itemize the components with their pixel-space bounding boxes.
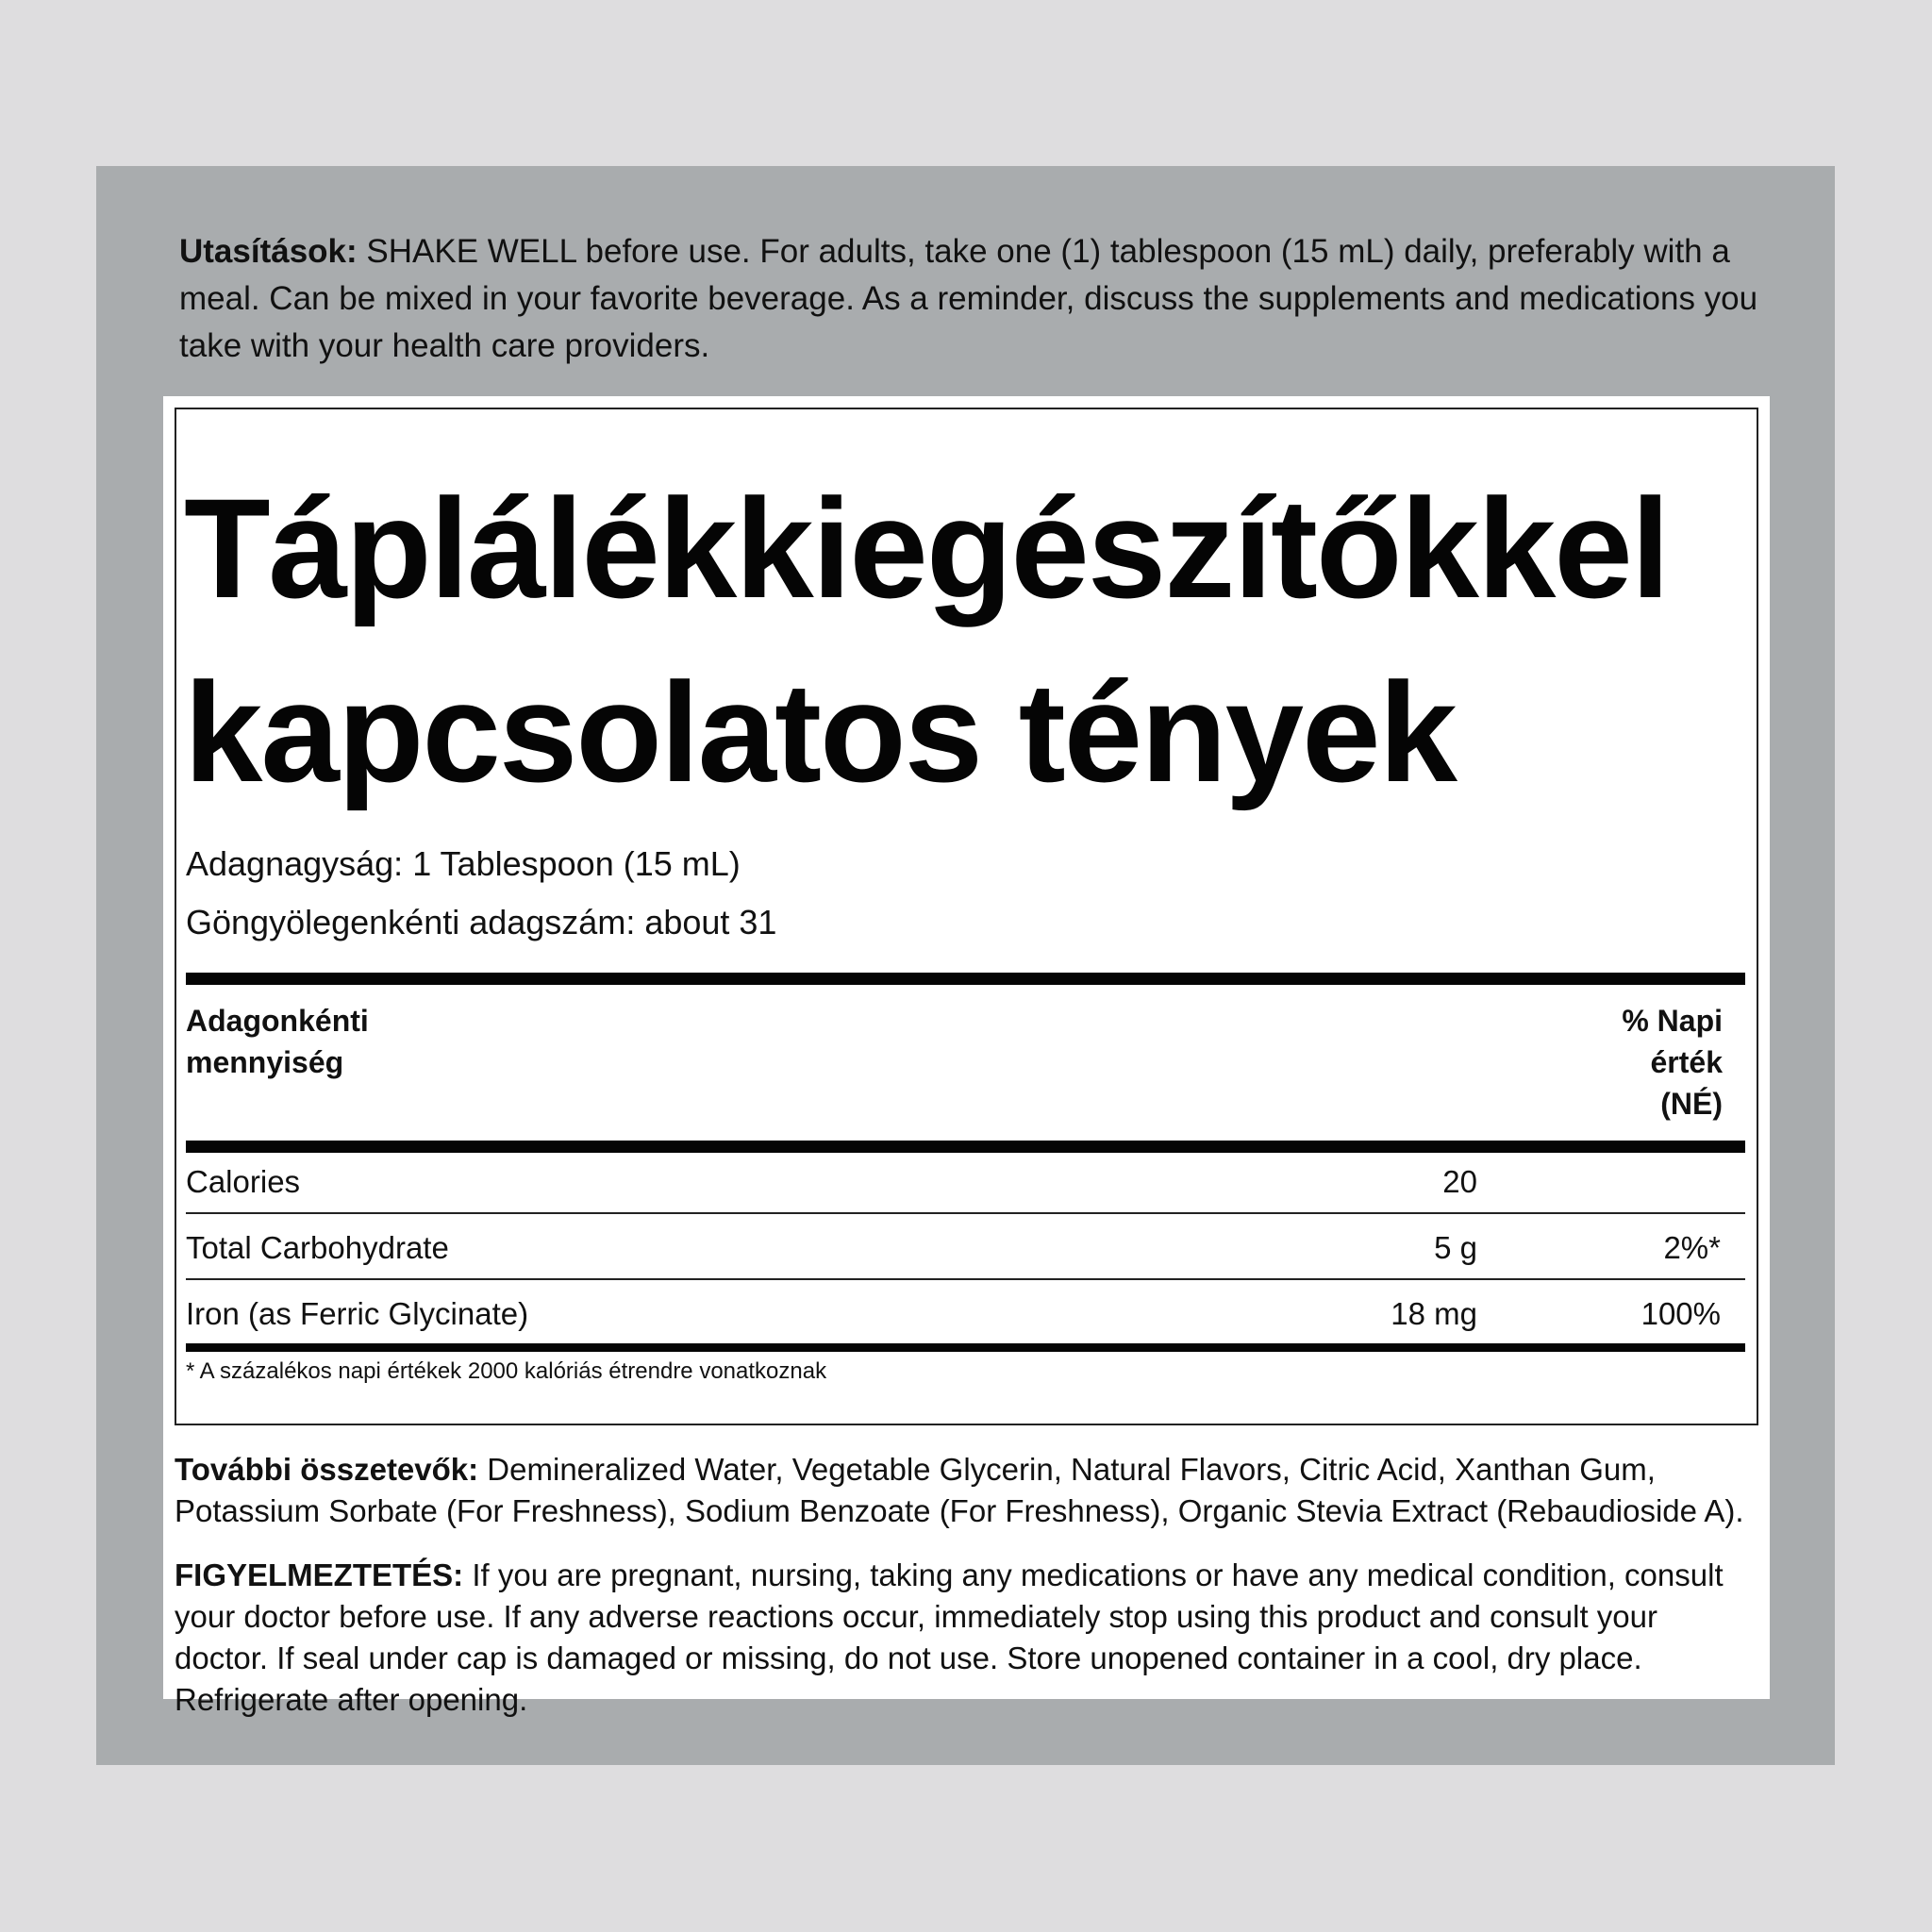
nutrient-amount: 5 g [1434, 1230, 1477, 1265]
other-ingredients [175, 1449, 1759, 1532]
amount-per-serving-header [186, 1000, 563, 1083]
nutrient-row [186, 1291, 1736, 1338]
dv-header-line2: érték [1650, 1045, 1723, 1079]
thick-divider [186, 973, 1745, 985]
directions-text [179, 228, 1764, 370]
nutrient-daily-value: 100% [1641, 1296, 1721, 1331]
dv-header-line3: (NÉ) [1660, 1087, 1723, 1121]
dv-header-line1: % Napi [1622, 1004, 1723, 1038]
warning-label: FIGYELMEZTETÉS: [175, 1557, 464, 1592]
other-ingredients-body: Demineralized Water, Vegetable Glycerin, Natural Flavors, Citric Acid, Xanthan Gum, Potassium Sorbate (For Freshness), Sodium Benzoate (For Freshness), Organic Stevia Extract (Rebaudioside A). [175, 1452, 1744, 1528]
daily-value-footnote: * A százalékos napi értékek 2000 kalóriás étrendre vonatkoznak [186, 1358, 827, 1384]
warning-body: If you are pregnant, nursing, taking any medications or have any medical condition, consult your doctor before use. If any adverse reactions occur, immediately stop using this product and consult your doctor. If seal under cap is damaged or missing, do not use. Store unopened container in a cool, dry place. Refrigerate after opening. [175, 1557, 1724, 1717]
directions-label: Utasítások: [179, 233, 358, 270]
daily-value-header [1440, 1000, 1723, 1124]
amount-header-line2: mennyiség [186, 1045, 344, 1079]
facts-title: Táplálékkiegészítőkkel kapcsolatos tények [184, 469, 1669, 811]
row-divider [186, 1212, 1745, 1214]
nutrient-name: Iron (as Ferric Glycinate) [186, 1296, 529, 1331]
warning-text [175, 1555, 1759, 1721]
nutrient-row [186, 1224, 1736, 1272]
nutrient-amount: 20 [1442, 1164, 1477, 1199]
row-divider [186, 1278, 1745, 1280]
servings-per-container: Göngyölegenkénti adagszám: about 31 [186, 903, 777, 941]
thick-divider [186, 1141, 1745, 1153]
nutrient-daily-value: 2%* [1663, 1230, 1721, 1265]
facts-card [163, 396, 1770, 1717]
serving-size: Adagnagyság: 1 Tablespoon (15 mL) [186, 844, 741, 883]
nutrient-row [186, 1158, 1736, 1206]
amount-header-line1: Adagonkénti [186, 1004, 369, 1038]
nutrient-amount: 18 mg [1391, 1296, 1477, 1331]
other-ingredients-label: További összetevők: [175, 1452, 479, 1487]
nutrient-name: Calories [186, 1164, 301, 1199]
supplement-facts-box [175, 408, 1758, 1425]
directions-body: SHAKE WELL before use. For adults, take one (1) tablespoon (15 mL) daily, preferably with a meal. Can be mixed in your favorite beverage. As a reminder, discuss the supplements and medications you take with your health care providers. [179, 233, 1758, 364]
nutrient-name: Total Carbohydrate [186, 1230, 449, 1265]
thick-divider [186, 1343, 1745, 1352]
supplement-label-panel [96, 166, 1835, 1765]
